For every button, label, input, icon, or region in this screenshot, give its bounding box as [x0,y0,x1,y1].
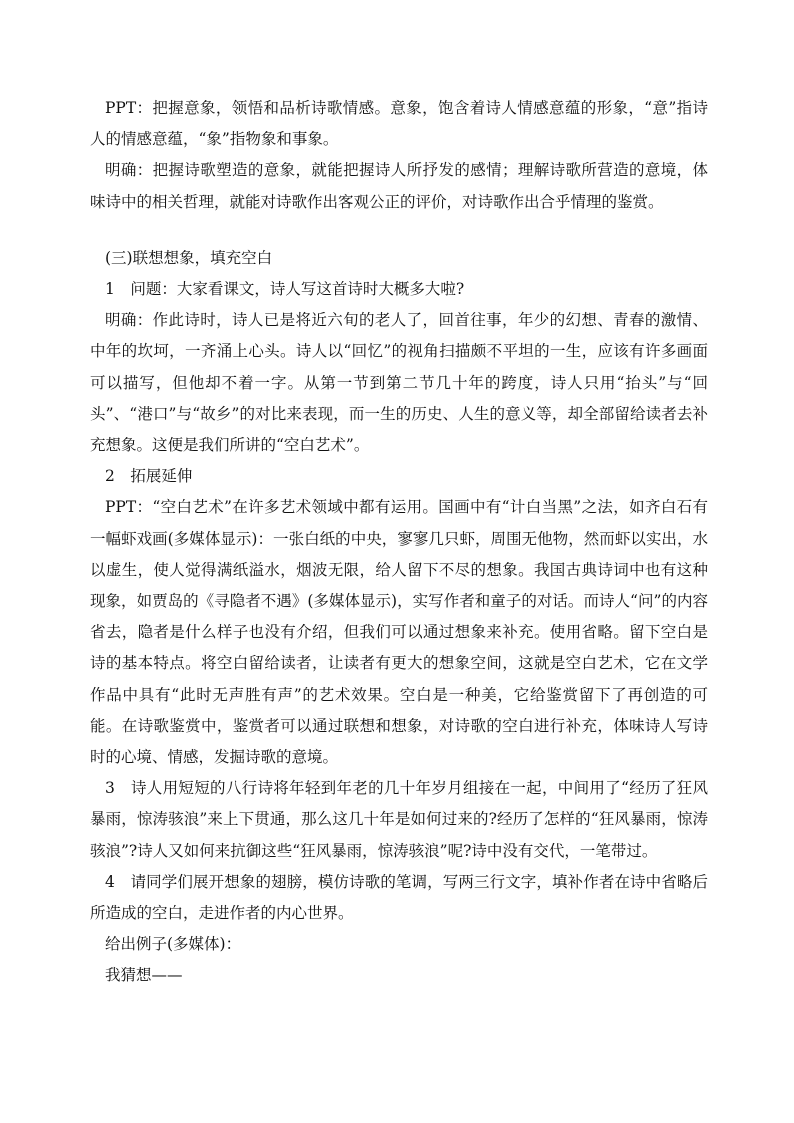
guess-line: 我猜想—— [105,966,183,985]
answer-paragraph: 明确：作此诗时，诗人已是将近六旬的老人了，回首往事，年少的幻想、青春的激情、中年的坎坷，一齐涌上心头。诗人以“回忆”的视角扫描颇不平坦的一生，应该有许多画面可以描写，但他却不着一字。从第一节到第二节几十年的跨度，诗人只用“抬头”与“回头”、“港口”与“故乡”的对比来表现，而一生的历史、人生的意义等，却全部留给读者去补充想象。这便是我们所讲的“空白艺术”。 [90,311,708,455]
section-heading: (三)联想想象，填充空白 [105,248,273,267]
question-1-paragraph: 1 问题：大家看课文，诗人写这首诗时大概多大啦? [105,280,465,299]
item-2-heading: 2 拓展延伸 [105,467,193,486]
clarification-paragraph: 明确：把握诗歌塑造的意象，就能把握诗人所抒发的感情；理解诗歌所营造的意境，体味诗中的相关哲理，就能对诗歌作出客观公正的评价，对诗歌作出合乎情理的鉴赏。 [90,161,708,211]
ppt-blank-art-paragraph: PPT：“空白艺术”在许多艺术领域中都有运用。国画中有“计白当黑”之法，如齐白石有一幅虾戏画(多媒体显示)：一张白纸的中央，寥寥几只虾，周围无他物，然而虾以实出，水以虚生，使人觉得满纸溢水，烟波无限，给人留下不尽的想象。我国古典诗词中也有这种现象，如贾岛的《寻隐者不遇》(多媒体显示)，实写作者和童子的对话。而诗人“问”的内容省去，隐者是什么样子也没有介绍，但我们可以通过想象来补充。使用省略。留下空白是诗的基本特点。将空白留给读者，让读者有更大的想象空间，这就是空白艺术，它在文学作品中具有“此时无声胜有声”的艺术效果。空白是一种美，它给鉴赏留下了再创造的可能。在诗歌鉴赏中，鉴赏者可以通过联想和想象，对诗歌的空白进行补充，体味诗人写诗时的心境、情感，发掘诗歌的意境。 [90,498,708,767]
ppt-imagery-paragraph: PPT：把握意象，领悟和品析诗歌情感。意象，饱含着诗人情感意蕴的形象，“意”指诗人的情感意蕴，“象”指物象和事象。 [90,99,708,149]
item-4-paragraph: 4 请同学们展开想象的翅膀，模仿诗歌的笔调，写两三行文字，填补作者在诗中省略后所造成的空白，走进作者的内心世界。 [90,872,708,923]
item-3-paragraph: 3 诗人用短短的八行诗将年轻到年老的几十年岁月组接在一起，中间用了“经历了狂风暴雨，惊涛骇浪”来上下贯通，那么这几十年是如何过来的?经历了怎样的“狂风暴雨，惊涛骇浪”?诗人又如何来抗御这些“狂风暴雨，惊涛骇浪”呢?诗中没有交代，一笔带过。 [90,779,708,860]
example-label: 给出例子(多媒体)： [105,935,242,954]
document-body [90,93,708,992]
